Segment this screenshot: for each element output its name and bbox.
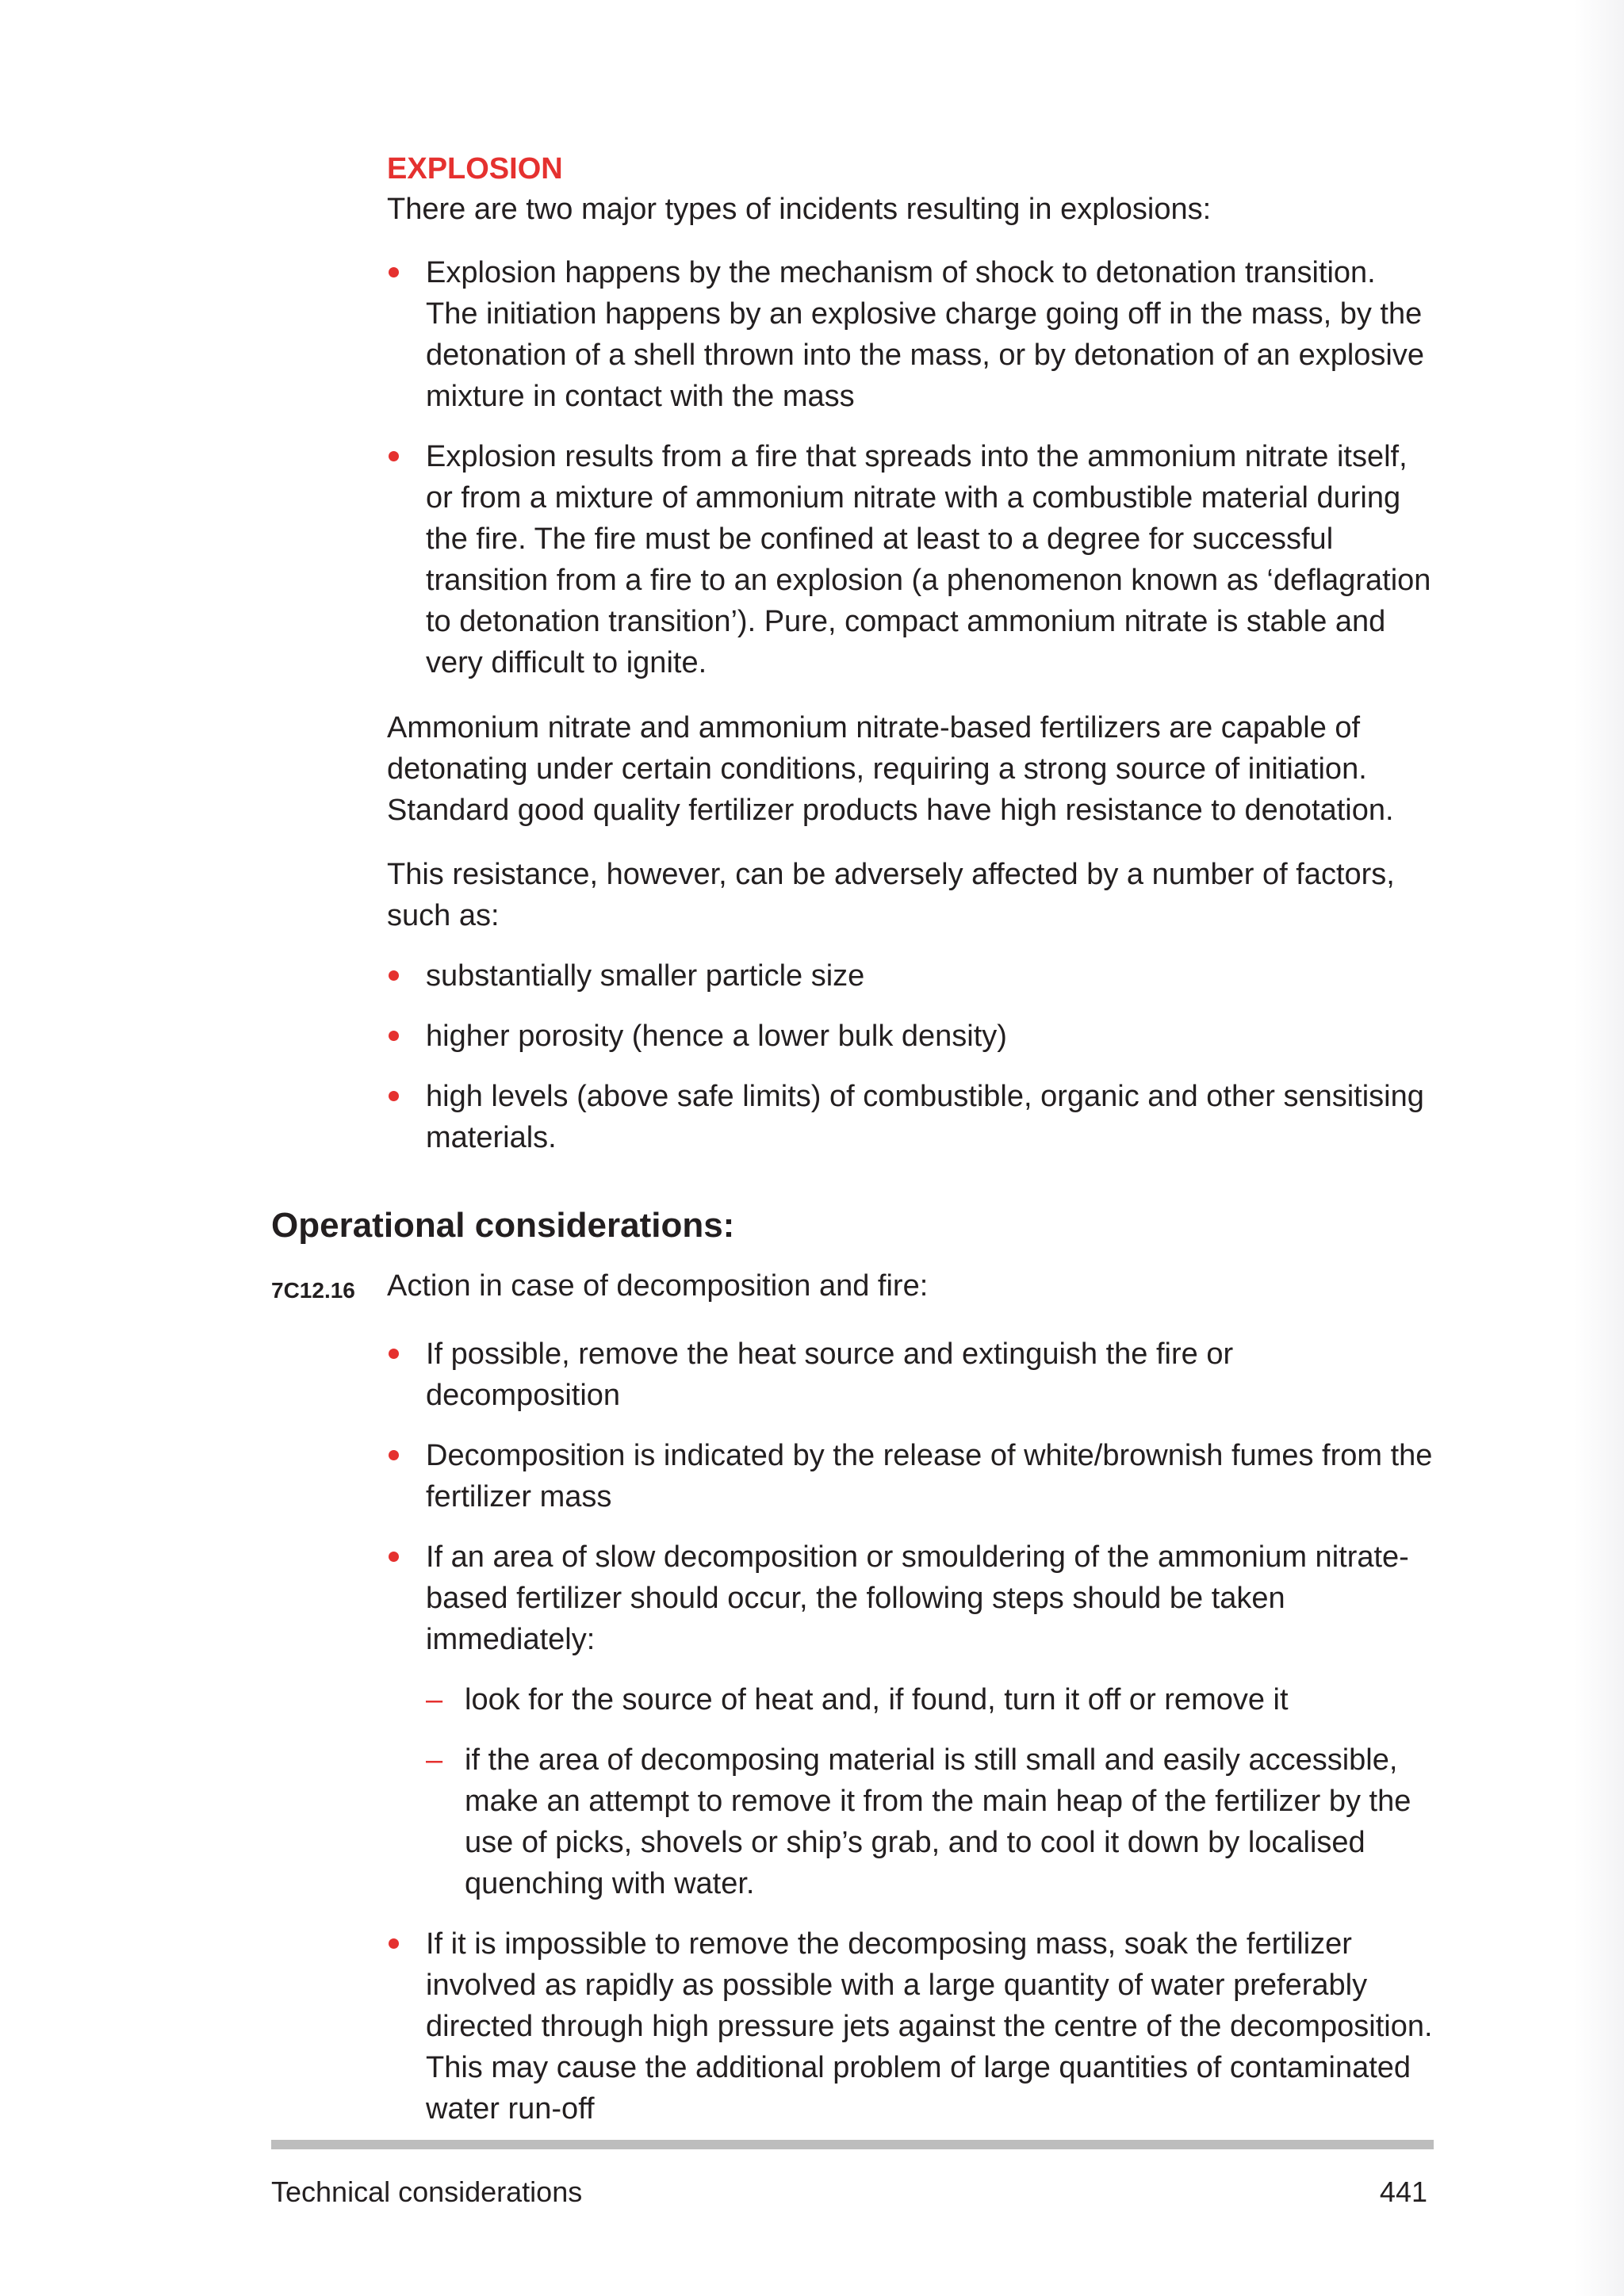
factors-list	[387, 955, 1434, 1158]
explosion-intro: There are two major types of incidents resulting in explosions:	[387, 193, 1212, 226]
list-item: If an area of slow decomposition or smouldering of the ammonium nitrate-based fertilizer should occur, the following steps should be taken immediately: – look for the source of heat and, if found, turn it off or remove it – if the area of decomposing material is still small and easily accessible, make an attempt to remove it from the main heap of the fertilizer by the use of picks, shovels or ship’s grab, and to cool it down by localised quenching with water.	[387, 1536, 1434, 1904]
bullet-icon	[389, 1552, 399, 1562]
page-edge-shade	[1574, 0, 1624, 2296]
paragraph-detonation: Ammonium nitrate and ammonium nitrate-based fertilizers are capable of detonating under certain conditions, requiring a strong source of initiation. Standard good quality fertilizer products have high resistance to denotation.	[387, 711, 1394, 827]
list-item: – look for the source of heat and, if found, turn it off or remove it	[426, 1679, 1434, 1720]
bullet-icon	[389, 1938, 399, 1949]
paragraph-resistance: This resistance, however, can be adversely affected by a number of factors, such as:	[387, 858, 1395, 932]
bullet-icon	[389, 970, 399, 981]
dash-icon: –	[426, 1743, 443, 1777]
bullet-icon	[389, 1450, 399, 1460]
dash-icon: –	[426, 1683, 443, 1716]
list-item: If possible, remove the heat source and extinguish the fire or decomposition	[387, 1334, 1434, 1416]
action-lead: Action in case of decomposition and fire:	[387, 1269, 929, 1303]
list-item: Explosion results from a fire that spreads into the ammonium nitrate itself, or from a mixture of ammonium nitrate with a combustible material during the fire. The fire must be confined at least to a degree for successful transition from a fire to an explosion (a phenomenon known as ‘deflagration to detonation transition’). Pure, compact ammonium nitrate is stable and very difficult to ignite.	[387, 436, 1434, 683]
footer-section-title: Technical considerations	[271, 2175, 583, 2208]
list-item: higher porosity (hence a lower bulk density)	[387, 1016, 1434, 1057]
bullet-icon	[389, 267, 399, 277]
actions-list	[387, 1334, 1434, 2130]
bullet-icon	[389, 1031, 399, 1041]
paragraph-reference: 7C12.16	[271, 1278, 355, 1303]
list-item: – if the area of decomposing material is still small and easily accessible, make an attempt to remove it from the main heap of the fertilizer by the use of picks, shovels or ship’s grab, and to cool it down by localised quenching with water.	[426, 1739, 1434, 1904]
bullet-icon	[389, 1091, 399, 1101]
list-item: substantially smaller particle size	[387, 955, 1434, 997]
explosion-heading: EXPLOSION	[387, 152, 563, 186]
explosion-types-list	[387, 252, 1434, 683]
bullet-icon	[389, 451, 399, 461]
steps-sublist	[426, 1679, 1434, 1904]
list-item: Decomposition is indicated by the release of white/brownish fumes from the fertilizer mass	[387, 1435, 1434, 1517]
list-item: If it is impossible to remove the decomposing mass, soak the fertilizer involved as rapidly as possible with a large quantity of water preferably directed through high pressure jets against the centre of the decomposition. This may cause the additional problem of large quantities of contaminated water run-off	[387, 1923, 1434, 2130]
page-number: 441	[1379, 2175, 1427, 2208]
bullet-icon	[389, 1349, 399, 1359]
footer-divider	[271, 2140, 1434, 2149]
list-item: high levels (above safe limits) of combustible, organic and other sensitising materials.	[387, 1076, 1434, 1158]
list-item: Explosion happens by the mechanism of shock to detonation transition. The initiation happens by an explosive charge going off in the mass, by the detonation of a shell thrown into the mass, or by detonation of an explosive mixture in contact with the mass	[387, 252, 1434, 417]
operational-heading: Operational considerations:	[271, 1206, 735, 1245]
